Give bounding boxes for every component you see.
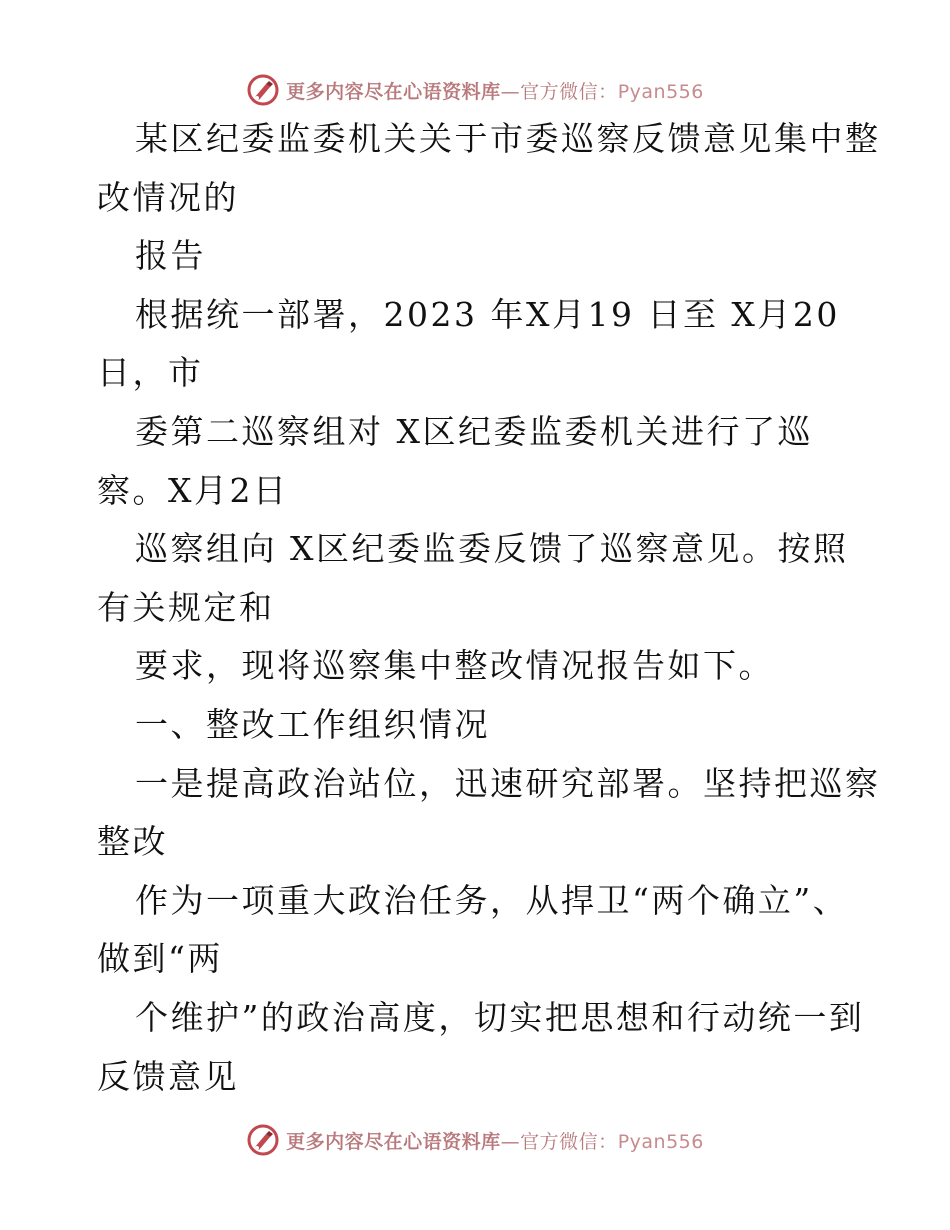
watermark-footer — [0, 1120, 950, 1160]
watermark-brand: 更多内容尽在心语资料库 — [286, 80, 501, 103]
pen-logo-icon — [246, 1123, 280, 1157]
watermark-dash: — — [500, 1130, 521, 1153]
watermark-dash: — — [500, 80, 521, 103]
text-line: 日，市 — [97, 353, 204, 392]
text-line: 改情况的 — [97, 178, 239, 217]
text-line: 察。X月2日 — [97, 471, 289, 510]
watermark-wechat-label: 官方微信： — [520, 80, 618, 103]
text-line: 某区纪委监委机关关于市委巡察反馈意见集中整 — [135, 119, 881, 158]
text-line: 报告 — [135, 236, 206, 275]
watermark-wechat-label: 官方微信： — [520, 1130, 618, 1153]
text-line: 反馈意见 — [97, 1057, 239, 1096]
watermark-text — [286, 1127, 704, 1154]
watermark-wechat-id: Pyan556 — [617, 1130, 704, 1153]
text-line: 一、整改工作组织情况 — [135, 705, 490, 744]
text-line: 根据统一部署，2023 年X月19 日至 X月20 — [135, 295, 840, 334]
text-line: 一是提高政治站位，迅速研究部署。坚持把巡察 — [135, 764, 881, 803]
watermark-brand: 更多内容尽在心语资料库 — [286, 1130, 501, 1153]
text-line: 个维护”的政治高度，切实把思想和行动统一到 — [135, 998, 865, 1037]
pen-logo-icon — [246, 73, 280, 107]
text-line: 要求，现将巡察集中整改情况报告如下。 — [135, 646, 774, 685]
text-line: 整改 — [97, 822, 168, 861]
watermark-header — [0, 70, 950, 110]
watermark-text — [286, 77, 704, 104]
text-line: 巡察组向 X区纪委监委反馈了巡察意见。按照 — [135, 529, 849, 568]
text-line: 作为一项重大政治任务，从捍卫“两个确立”、 — [135, 881, 849, 920]
watermark-wechat-id: Pyan556 — [617, 80, 704, 103]
text-line: 有关规定和 — [97, 588, 275, 627]
text-line: 委第二巡察组对 X区纪委监委机关进行了巡 — [135, 412, 813, 451]
text-line: 做到“两 — [97, 939, 223, 978]
